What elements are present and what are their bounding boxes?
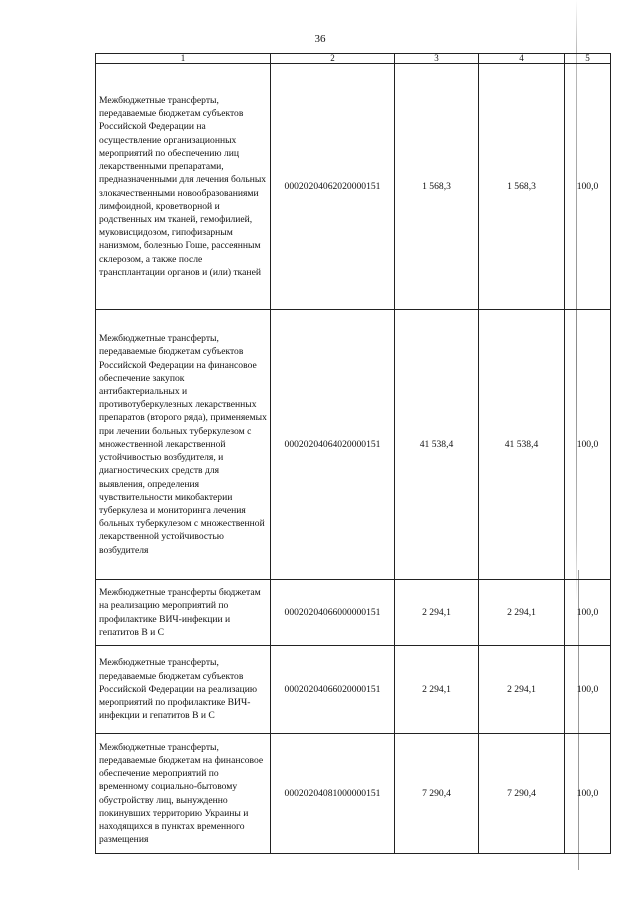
row-col3: 7 290,4 bbox=[395, 734, 479, 854]
row-col4: 1 568,3 bbox=[479, 64, 565, 310]
row-col5: 100,0 bbox=[565, 310, 611, 580]
table-row bbox=[96, 310, 611, 580]
row-col3: 2 294,1 bbox=[395, 580, 479, 646]
table-row bbox=[96, 646, 611, 734]
budget-table bbox=[95, 53, 611, 854]
row-description: Межбюджетные трансферты, передаваемые бюджетам субъектов Российской Федерации на осуществление организационных мероприятий по обеспечению лиц лекарственными препаратами, предназначенными для лечения больных злокачественными новообразованиями лимфоидной, кроветворной и родственных им тканей, гемофилией, муковисцидозом, гипофизарным нанизмом, болезнью Гоше, рассеянным склерозом, а также после трансплантации органов и (или) тканей bbox=[96, 64, 271, 310]
row-code: 00020204081000000151 bbox=[271, 734, 395, 854]
row-col3: 1 568,3 bbox=[395, 64, 479, 310]
header-row bbox=[96, 54, 611, 64]
row-description: Межбюджетные трансферты, передаваемые бюджетам на финансовое обеспечение мероприятий по временному социально-бытовому обустройству лиц, вынужденно покинувших территорию Украины и находящихся в пунктах временного размещения bbox=[96, 734, 271, 854]
row-col5: 100,0 bbox=[565, 734, 611, 854]
column-header: 2 bbox=[271, 54, 395, 64]
row-col5: 100,0 bbox=[565, 580, 611, 646]
column-header: 4 bbox=[479, 54, 565, 64]
column-header: 3 bbox=[395, 54, 479, 64]
row-col3: 41 538,4 bbox=[395, 310, 479, 580]
row-col4: 2 294,1 bbox=[479, 580, 565, 646]
column-header: 5 bbox=[565, 54, 611, 64]
table-row bbox=[96, 734, 611, 854]
row-code: 00020204066020000151 bbox=[271, 646, 395, 734]
table-row bbox=[96, 64, 611, 310]
row-col5: 100,0 bbox=[565, 646, 611, 734]
row-col4: 7 290,4 bbox=[479, 734, 565, 854]
row-col4: 2 294,1 bbox=[479, 646, 565, 734]
table-row bbox=[96, 580, 611, 646]
row-description: Межбюджетные трансферты, передаваемые бюджетам субъектов Российской Федерации на финансовое обеспечение закупок антибактериальных и противотуберкулезных лекарственных препаратов (второго ряда), применяемых при лечении больных туберкулезом с множественной лекарственной устойчивостью возбудителя, и диагностических средств для выявления, определения чувствительности микобактерии туберкулеза и мониторинга лечения больных туберкулезом с множественной лекарственной устойчивостью возбудителя bbox=[96, 310, 271, 580]
row-code: 00020204062020000151 bbox=[271, 64, 395, 310]
row-col4: 41 538,4 bbox=[479, 310, 565, 580]
row-description: Межбюджетные трансферты, передаваемые бюджетам субъектов Российской Федерации на реализацию мероприятий по профилактике ВИЧ-инфекции и гепатитов В и С bbox=[96, 646, 271, 734]
page-number: 36 bbox=[314, 33, 326, 45]
row-code: 00020204066000000151 bbox=[271, 580, 395, 646]
column-header: 1 bbox=[96, 54, 271, 64]
row-code: 00020204064020000151 bbox=[271, 310, 395, 580]
row-col3: 2 294,1 bbox=[395, 646, 479, 734]
row-description: Межбюджетные трансферты бюджетам на реализацию мероприятий по профилактике ВИЧ-инфекции и гепатитов В и С bbox=[96, 580, 271, 646]
row-col5: 100,0 bbox=[565, 64, 611, 310]
